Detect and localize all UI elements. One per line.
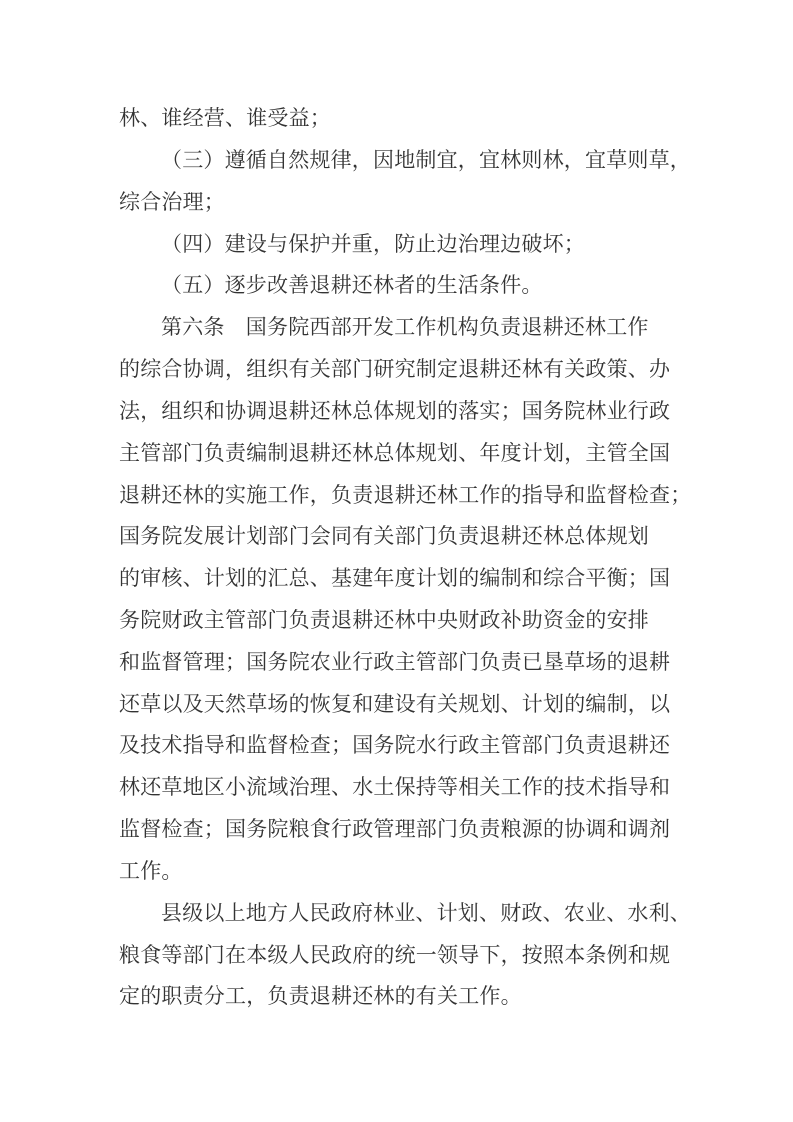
text-line: （三）遵循自然规律，因地制宜，宜林则林，宜草则草， bbox=[161, 148, 691, 172]
text-line: 林、谁经营、谁受益； bbox=[119, 106, 331, 130]
text-line: （四）建设与保护并重，防止边治理边破坏； bbox=[161, 232, 585, 256]
text-line: 务院财政主管部门负责退耕还林中央财政补助资金的安排 bbox=[119, 608, 649, 632]
text-line: 定的职责分工，负责退耕还林的有关工作。 bbox=[119, 984, 522, 1008]
text-line: 综合治理； bbox=[119, 190, 225, 214]
text-line: 林还草地区小流域治理、水土保持等相关工作的技术指导和 bbox=[119, 775, 671, 799]
text-line: 工作。 bbox=[119, 859, 183, 883]
text-line: 退耕还林的实施工作，负责退耕还林工作的指导和监督检查； bbox=[119, 483, 692, 507]
text-line: 还草以及天然草场的恢复和建设有关规划、计划的编制，以 bbox=[119, 692, 671, 716]
text-line: 监督检查；国务院粮食行政管理部门负责粮源的协调和调剂 bbox=[119, 817, 671, 841]
text-line: （五）逐步改善退耕还林者的生活条件。 bbox=[161, 273, 543, 297]
text-line: 及技术指导和监督检查；国务院水行政主管部门负责退耕还 bbox=[119, 733, 671, 757]
article-heading-line: 第六条 国务院西部开发工作机构负责退耕还林工作 bbox=[161, 315, 649, 339]
text-line: 的审核、计划的汇总、基建年度计划的编制和综合平衡；国 bbox=[119, 566, 671, 590]
text-line: 县级以上地方人民政府林业、计划、财政、农业、水利、 bbox=[161, 901, 691, 925]
text-line: 和监督管理；国务院农业行政主管部门负责已垦草场的退耕 bbox=[119, 650, 671, 674]
text-line: 的综合协调，组织有关部门研究制定退耕还林有关政策、办 bbox=[119, 357, 671, 381]
text-line: 法，组织和协调退耕还林总体规划的落实；国务院林业行政 bbox=[119, 399, 671, 423]
text-line: 粮食等部门在本级人民政府的统一领导下，按照本条例和规 bbox=[119, 943, 671, 967]
text-line: 国务院发展计划部门会同有关部门负责退耕还林总体规划 bbox=[119, 524, 649, 548]
text-line: 主管部门负责编制退耕还林总体规划、年度计划，主管全国 bbox=[119, 441, 671, 465]
